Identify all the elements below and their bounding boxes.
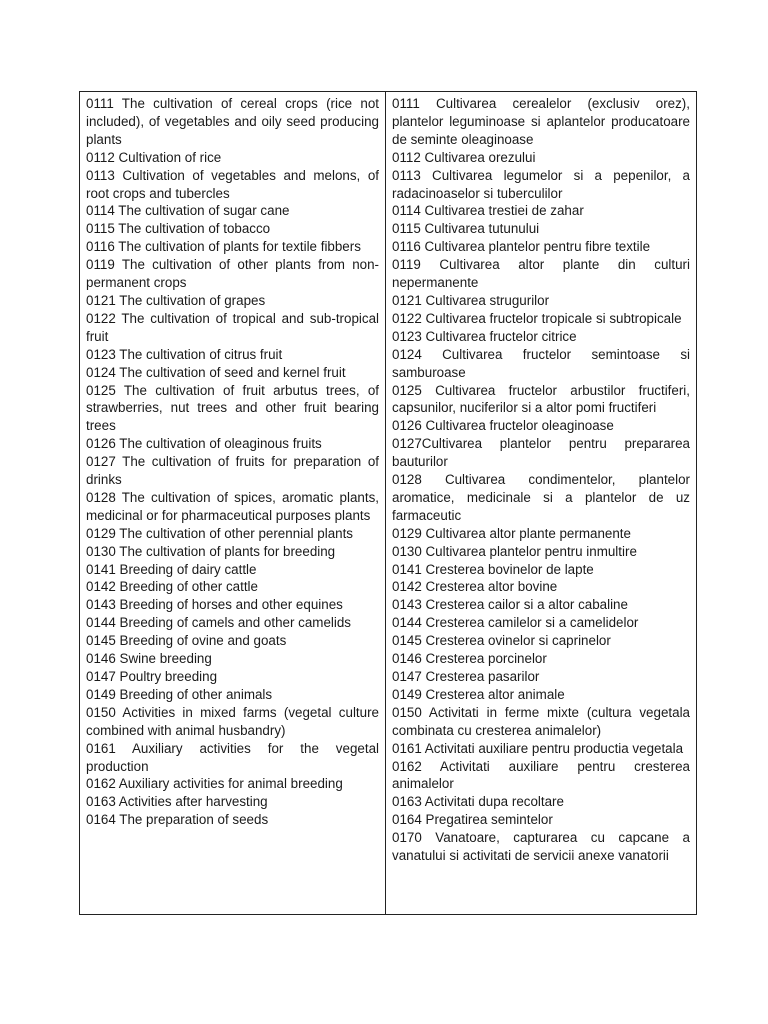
english-entry: 0162 Auxiliary activities for animal breeding [86,776,343,792]
romanian-entry: 0162 Activitati auxiliare pentru cresterea animalelor [392,758,690,792]
english-entry: 0150 Activities in mixed farms (vegetal culture combined with animal husbandry) [86,704,379,738]
english-entry: 0113 Cultivation of vegetables and melons, of root crops and tubercles [86,167,379,201]
romanian-entry: 0144 Cresterea camilelor si a camelidelor [392,615,639,631]
english-entry: 0122 The cultivation of tropical and sub-tropical fruit [86,310,379,344]
romanian-entry: 0145 Cresterea ovinelor si caprinelor [392,633,611,649]
romanian-entry: 0149 Cresterea altor animale [392,686,565,702]
romanian-entry: 0163 Activitati dupa recoltare [392,794,564,810]
english-entry: 0147 Poultry breeding [86,669,218,684]
english-entry: 0129 The cultivation of other perennial plants [86,525,354,541]
english-entry: 0116 The cultivation of plants for textile fibbers [86,239,361,255]
english-entry: 0164 The preparation of seeds [86,812,269,828]
english-entry: 0125 The cultivation of fruit arbutus trees, of strawberries, nut trees and other fruit bearing trees [86,382,379,434]
english-entry: 0112 Cultivation of rice [86,149,222,165]
romanian-entry: 0112 Cultivarea orezului [392,149,536,165]
romanian-entry: 0116 Cultivarea plantelor pentru fibre textile [392,239,651,255]
english-entry: 0141 Breeding of dairy cattle [86,561,257,577]
romanian-entry: 0119 Cultivarea altor plante din culturi nepermanente [392,257,690,291]
english-column [80,92,386,914]
romanian-entry: 0129 Cultivarea altor plante permanente [392,525,631,541]
english-entry: 0163 Activities after harvesting [86,794,268,810]
classification-table [79,91,697,915]
romanian-entry: 0125 Cultivarea fructelor arbustilor fructiferi, capsunilor, nuciferilor si a altor pomi fructiferi [392,382,690,416]
romanian-column [386,92,696,914]
english-entry: 0145 Breeding of ovine and goats [86,633,287,649]
english-entry: 0161 Auxiliary activities for the vegetal production [86,740,379,774]
romanian-entry: 0111 Cultivarea cerealelor (exclusiv orez), plantelor leguminoase si aplantelor producatoare de seminte oleaginoase [392,96,690,147]
english-entry: 0144 Breeding of camels and other camelids [86,615,351,631]
romanian-entry: 0146 Cresterea porcinelor [392,651,547,667]
english-entry: 0149 Breeding of other animals [86,686,273,702]
romanian-entry: 0122 Cultivarea fructelor tropicale si subtropicale [392,310,682,326]
english-entry: 0130 The cultivation of plants for breeding [86,543,336,559]
romanian-entry: 0128 Cultivarea condimentelor, plantelor aromatice, medicinale si a plantelor de uz farmaceutic [392,472,690,523]
romanian-entry: 0147 Cresterea pasarilor [392,669,540,684]
english-entry: 0124 The cultivation of seed and kernel fruit [86,364,346,380]
english-entry: 0126 The cultivation of oleaginous fruits [86,436,322,452]
english-entry: 0119 The cultivation of other plants from non-permanent crops [86,257,379,291]
english-entry: 0121 The cultivation of grapes [86,292,266,308]
romanian-entry: 0141 Cresterea bovinelor de lapte [392,561,594,577]
english-entry: 0111 The cultivation of cereal crops (rice not included), of vegetables and oily seed producing plants [86,96,379,147]
english-entry: 0143 Breeding of horses and other equines [86,597,343,613]
english-entry: 0142 Breeding of other cattle [86,579,258,595]
romanian-entry: 0127Cultivarea plantelor pentru prepararea bauturilor [392,436,690,470]
romanian-entry: 0115 Cultivarea tutunului [392,221,540,237]
romanian-entry: 0164 Pregatirea semintelor [392,812,553,828]
romanian-entry: 0114 Cultivarea trestiei de zahar [392,203,584,219]
romanian-entry: 0161 Activitati auxiliare pentru productia vegetala [392,740,684,756]
english-entry: 0114 The cultivation of sugar cane [86,203,290,219]
romanian-entry: 0170 Vanatoare, capturarea cu capcane a vanatului si activitati de servicii anexe vanatorii [392,830,690,864]
romanian-entry: 0126 Cultivarea fructelor oleaginoase [392,418,614,434]
romanian-entry: 0130 Cultivarea plantelor pentru inmultire [392,543,637,559]
romanian-entry: 0113 Cultivarea legumelor si a pepenilor, a radacinoaselor si tuberculilor [392,167,690,201]
romanian-entry: 0142 Cresterea altor bovine [392,579,558,595]
english-entry: 0127 The cultivation of fruits for preparation of drinks [86,454,379,488]
romanian-entry: 0121 Cultivarea strugurilor [392,292,550,308]
romanian-entry: 0124 Cultivarea fructelor semintoase si samburoase [392,346,690,380]
english-entry: 0115 The cultivation of tobacco [86,221,271,237]
english-entry: 0146 Swine breeding [86,651,212,667]
romanian-entry: 0143 Cresterea cailor si a altor cabaline [392,597,628,613]
english-entry: 0128 The cultivation of spices, aromatic plants, medicinal or for pharmaceutical purposes plants [86,489,379,523]
romanian-entry: 0123 Cultivarea fructelor citrice [392,328,577,344]
english-entry: 0123 The cultivation of citrus fruit [86,346,283,362]
romanian-entry: 0150 Activitati in ferme mixte (cultura vegetala combinata cu cresterea animalelor) [392,704,690,738]
